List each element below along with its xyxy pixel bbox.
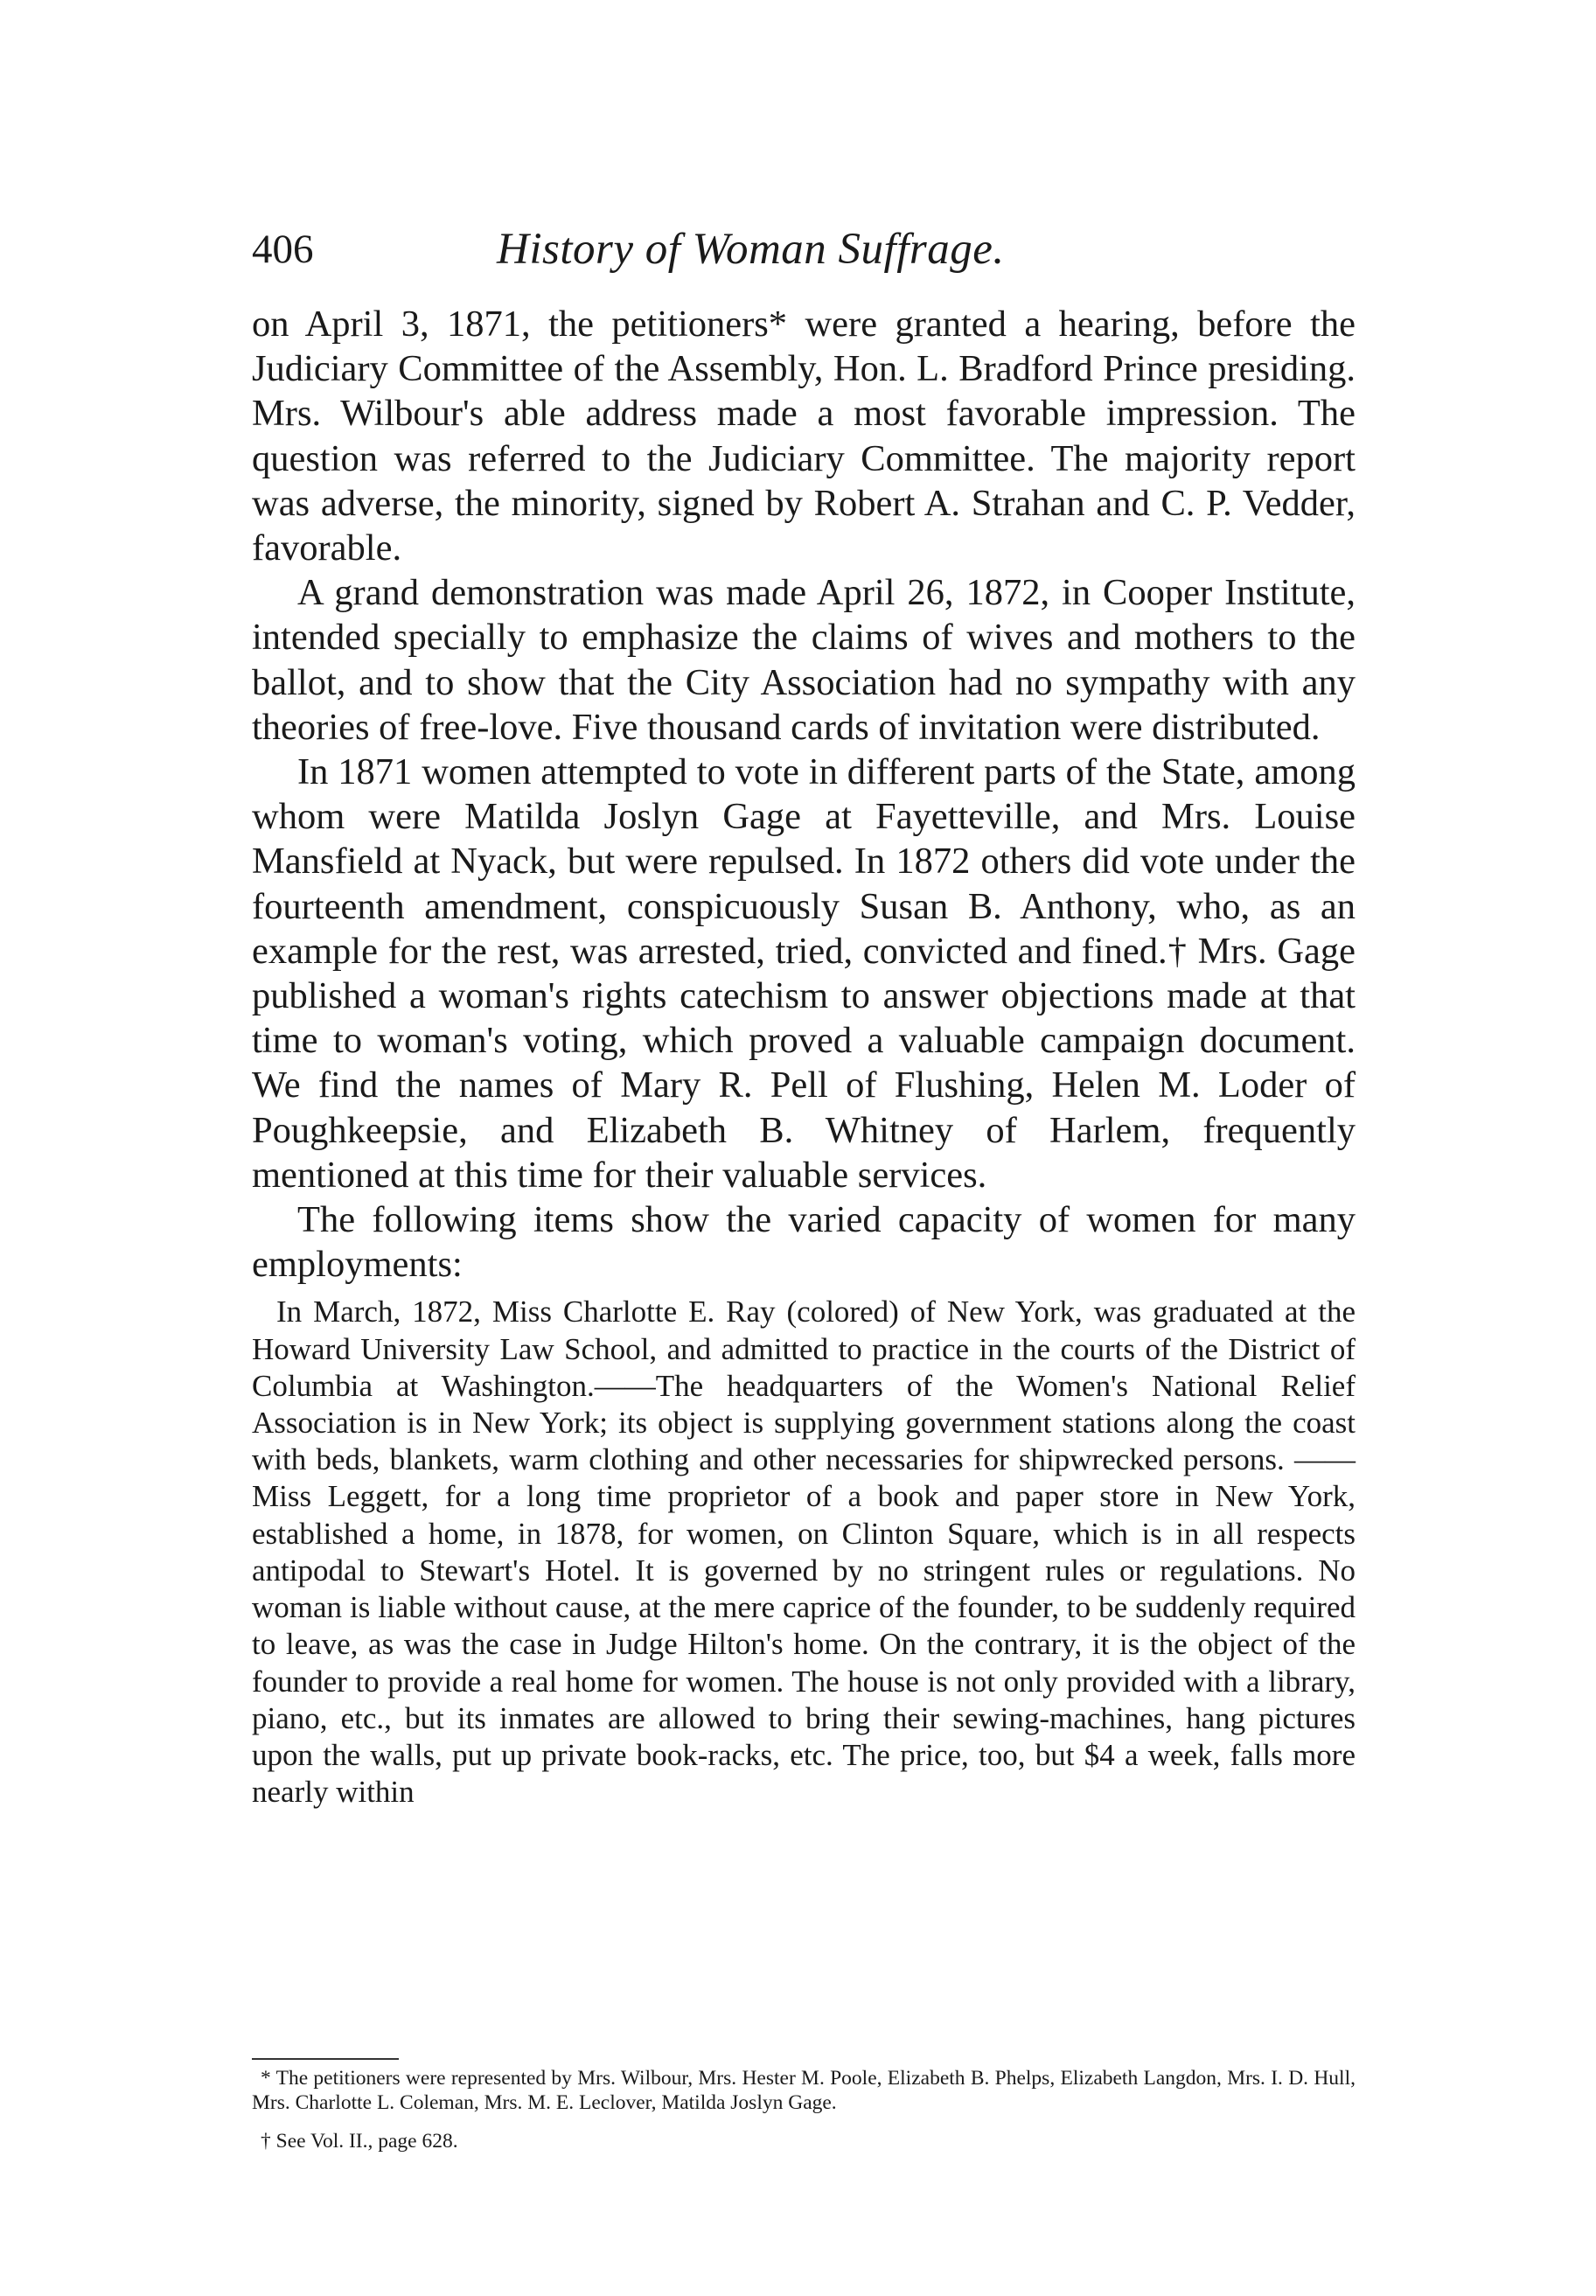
page-header [252,223,1354,284]
footnote-divider [252,2058,399,2060]
paragraph-demonstration: A grand demonstration was made April 26, 1872, in Cooper Institute, intended specially to emphasize the claims of wives and mothers to the ballot, and to show that the City Association had no sympathy with any theories of free-love. Five thousand cards of invitation were distributed. [252,572,1356,748]
page-number: 406 [252,227,314,272]
footnotes [252,2066,1356,2153]
paragraph-employments: The following items show the varied capacity of women for many employments: [252,1199,1356,1286]
running-title: History of Woman Suffrage. [497,225,1005,274]
footnote-petitioners: * The petitioners were represented by Mrs. Wilbour, Mrs. Hester M. Poole, Elizabeth B. Phelps, Elizabeth Langdon, Mrs. I. D. Hull, Mrs. Charlotte L. Coleman, Mrs. M. E. Leclover, Matilda Joslyn Gage. [252,2067,1356,2114]
paragraph-hearing: on April 3, 1871, the petitioners* were granted a hearing, before the Judiciary Committee of the Assembly, Hon. L. Bradford Prince presiding. Mrs. Wilbour's able address made a most favorable impression. The question was referred to the Judiciary Committee. The majority report was adverse, the minority, signed by Robert A. Strahan and C. P. Vedder, favorable. [252,304,1356,569]
paragraph-voting: In 1871 women attempted to vote in different parts of the State, among whom were Matilda Joslyn Gage at Fayetteville, and Mrs. Louise Mansfield at Nyack, but were repulsed. In 1872 others did vote under the fourteenth amendment, conspicuously Susan B. Anthony, who, as an example for the rest, was arrested, tried, convicted and fined.† Mrs. Gage published a woman's rights catechism to answer objections made at that time to woman's voting, which proved a valuable campaign document. We find the names of Mary R. Pell of Flushing, Helen M. Loder of Poughkeepsie, and Elizabeth B. Whitney of Harlem, frequently mentioned at this time for their valuable services. [252,751,1356,1196]
employment-items-text: In March, 1872, Miss Charlotte E. Ray (colored) of New York, was graduated at the Howard University Law School, and admitted to practice in the courts of the District of Columbia at Washington.——The headquarters of the Women's National Relief Association is in New York; its object is supplying government stations along the coast with beds, blankets, warm clothing and other necessaries for shipwrecked persons. ——Miss Leggett, for a long time proprietor of a book and paper store in New York, established a home, in 1878, for women, on Clinton Square, which is in all respects antipodal to Stewart's Hotel. It is governed by no stringent rules or regulations. No woman is liable without cause, at the mere caprice of the founder, to be suddenly required to leave, as was the case in Judge Hilton's home. On the contrary, it is the object of the founder to provide a real home for women. The house is not only provided with a library, piano, etc., but its inmates are allowed to bring their sewing-machines, hang pictures upon the walls, put up private book-racks, etc. The price, too, but $4 a week, falls more nearly within [252,1295,1356,1810]
footnote-volume-reference: † See Vol. II., page 628. [261,2130,458,2153]
main-text [252,302,1356,1811]
employment-items [252,1294,1356,1811]
